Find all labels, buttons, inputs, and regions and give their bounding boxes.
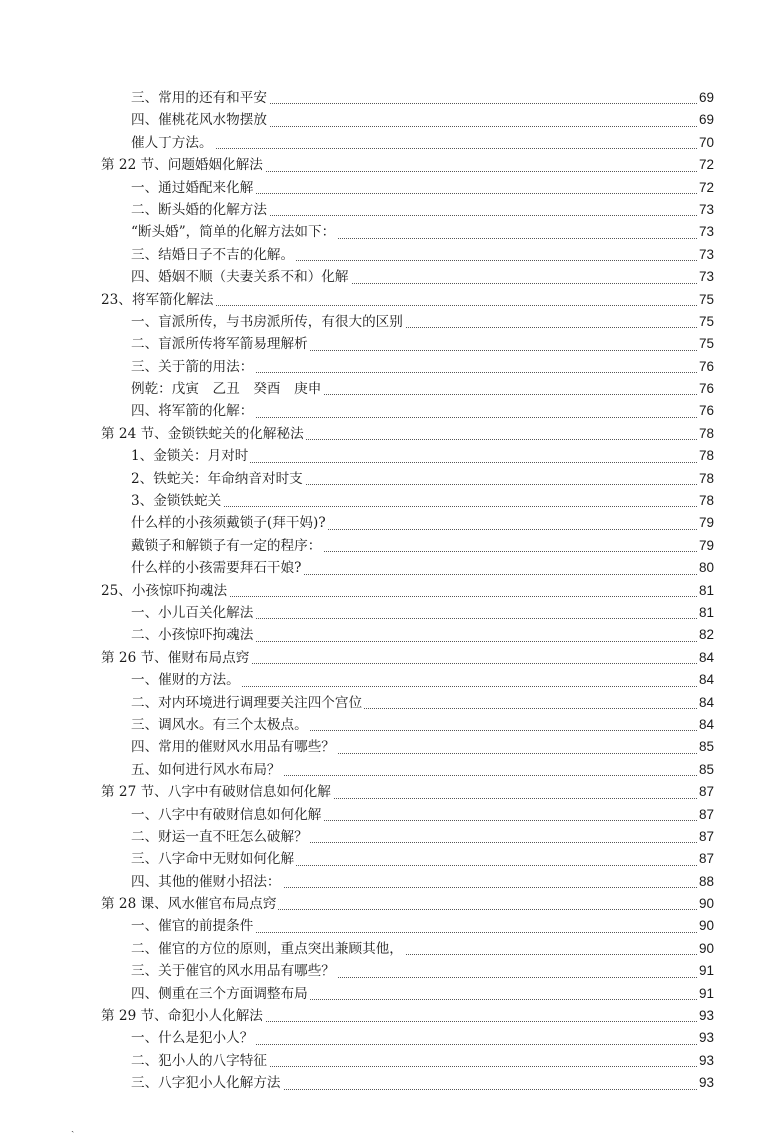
toc-page-number: 75: [698, 311, 714, 333]
toc-entry-title: 什么样的小孩须戴锁子(拜干妈)?: [131, 512, 328, 534]
toc-page-number: 87: [698, 826, 714, 848]
toc-page-number: 72: [698, 177, 714, 199]
toc-entry-title: 二、催官的方位的原则，重点突出兼顾其他，: [131, 938, 405, 960]
toc-page-number: 84: [698, 692, 714, 714]
toc-entry-title: 三、八字犯小人化解方法: [131, 1072, 283, 1094]
toc-entry-title: 什么样的小孩需要拜石干娘?: [131, 557, 303, 579]
toc-entry-title: 催人丁方法。: [131, 132, 215, 154]
toc-entry-title: 三、关于催官的风水用品有哪些？: [131, 960, 337, 982]
toc-entry-title: 二、小孩惊吓拘魂法: [131, 624, 255, 646]
toc-entry-title: 四、将军箭的化解：: [131, 400, 255, 422]
toc-subentry[interactable]: [0, 1072, 773, 1094]
toc-entry-title: 一、通过婚配来化解: [131, 177, 255, 199]
toc-page-number: 73: [698, 199, 714, 221]
toc-entry-title: 四、常用的催财风水用品有哪些？: [131, 736, 337, 758]
toc-entry-title: 二、断头婚的化解方法: [131, 199, 269, 221]
toc-entry-title: 第 24 节、金锁铁蛇关的化解秘法: [101, 423, 306, 445]
toc-entry-title: 二、财运一直不旺怎么破解？: [131, 826, 310, 848]
toc-entry-title: 四、催桃花风水物摆放: [131, 109, 269, 131]
toc-entry-title: 二、对内环境进行调理要关注四个宫位: [131, 692, 364, 714]
toc-page-number: 79: [698, 512, 714, 534]
toc-entry-title: “断头婚”，简单的化解方法如下：: [131, 221, 337, 243]
toc-page-number: 76: [698, 400, 714, 422]
toc-entry-title: 一、小儿百关化解法: [131, 602, 255, 624]
toc-page-number: 90: [698, 938, 714, 960]
toc-entry-title: 三、常用的还有和平安: [131, 87, 269, 109]
toc-entry-title: 二、犯小人的八字特征: [131, 1050, 269, 1072]
toc-entry-title: 第 29 节、命犯小人化解法: [101, 1005, 265, 1027]
toc-entry-title: 一、盲派所传，与书房派所传，有很大的区别: [131, 311, 405, 333]
toc-page-number: 93: [698, 1027, 714, 1049]
toc-entry-title: 25、小孩惊吓拘魂法: [101, 580, 229, 602]
toc-entry-title: 第 22 节、问题婚姻化解法: [101, 154, 265, 176]
toc-page-number: 73: [698, 266, 714, 288]
toc-entry-title: 1、金锁关：月对时: [131, 445, 250, 467]
toc-page-number: 78: [698, 490, 714, 512]
toc-entry-title: 三、关于箭的用法：: [131, 356, 255, 378]
toc-page-number: 88: [698, 871, 714, 893]
toc-page-number: 93: [698, 1072, 714, 1094]
toc-page-number: 78: [698, 468, 714, 490]
toc-entry-title: 第 28 课、风水催官布局点窍: [101, 893, 278, 915]
toc-page-number: 69: [698, 87, 714, 109]
toc-page-number: 78: [698, 445, 714, 467]
toc-entry-title: 四、婚姻不顺（夫妻关系不和）化解: [131, 266, 351, 288]
toc-page-number: 80: [698, 557, 714, 579]
toc-entry-title: 2、铁蛇关：年命纳音对时支: [131, 468, 305, 490]
toc-page-number: 81: [698, 602, 714, 624]
toc-entry-title: 第 27 节、八字中有破财信息如何化解: [101, 781, 333, 803]
page-corner-mark: ˎ: [71, 1122, 75, 1133]
toc-page-number: 69: [698, 109, 714, 131]
toc-page-number: 73: [698, 221, 714, 243]
toc-page-number: 76: [698, 356, 714, 378]
toc-page-number: 75: [698, 289, 714, 311]
toc-page-number: 70: [698, 132, 714, 154]
toc-entry-title: 例乾：戊寅 乙丑 癸酉 庚申: [131, 378, 323, 400]
toc-entry-title: 四、其他的催财小招法：: [131, 871, 283, 893]
toc-page-number: 84: [698, 714, 714, 736]
toc-page-number: 87: [698, 781, 714, 803]
toc-page-number: 81: [698, 580, 714, 602]
toc-page-number: 82: [698, 624, 714, 646]
toc-entry-title: 23、将军箭化解法: [101, 289, 215, 311]
toc-entry-title: 四、侧重在三个方面调整布局: [131, 983, 310, 1005]
toc-entry-title: 一、催官的前提条件: [131, 915, 255, 937]
toc-entry-title: 三、八字命中无财如何化解: [131, 848, 296, 870]
toc-entry-title: 三、调风水。有三个太极点。: [131, 714, 310, 736]
toc-entry-title: 三、结婚日子不吉的化解。: [131, 244, 296, 266]
toc-page-number: 85: [698, 759, 714, 781]
toc-page-number: 72: [698, 154, 714, 176]
toc-page-number: 85: [698, 736, 714, 758]
toc-page-number: 90: [698, 893, 714, 915]
toc-entry-title: 3、金锁铁蛇关: [131, 490, 223, 512]
toc-page-number: 75: [698, 333, 714, 355]
toc-page-number: 87: [698, 804, 714, 826]
toc-page-number: 87: [698, 848, 714, 870]
toc-entry-title: 二、盲派所传将军箭易理解析: [131, 333, 310, 355]
toc-entry-title: 一、什么是犯小人？: [131, 1027, 255, 1049]
toc-page-number: 91: [698, 983, 714, 1005]
toc-page-number: 84: [698, 647, 714, 669]
toc-page-number: 90: [698, 915, 714, 937]
toc-entry-title: 一、八字中有破财信息如何化解: [131, 804, 323, 826]
toc-page-number: 93: [698, 1005, 714, 1027]
toc-page-number: 76: [698, 378, 714, 400]
toc-entry-title: 五、如何进行风水布局？: [131, 759, 283, 781]
table-of-contents: [0, 87, 773, 1095]
toc-entry-title: 戴锁子和解锁子有一定的程序：: [131, 535, 323, 557]
toc-page-number: 91: [698, 960, 714, 982]
toc-page-number: 84: [698, 669, 714, 691]
toc-page-number: 93: [698, 1050, 714, 1072]
toc-page-number: 78: [698, 423, 714, 445]
toc-entry-title: 第 26 节、催财布局点窍: [101, 647, 251, 669]
toc-page-number: 73: [698, 244, 714, 266]
toc-entry-title: 一、催财的方法。: [131, 669, 242, 691]
toc-page-number: 79: [698, 535, 714, 557]
